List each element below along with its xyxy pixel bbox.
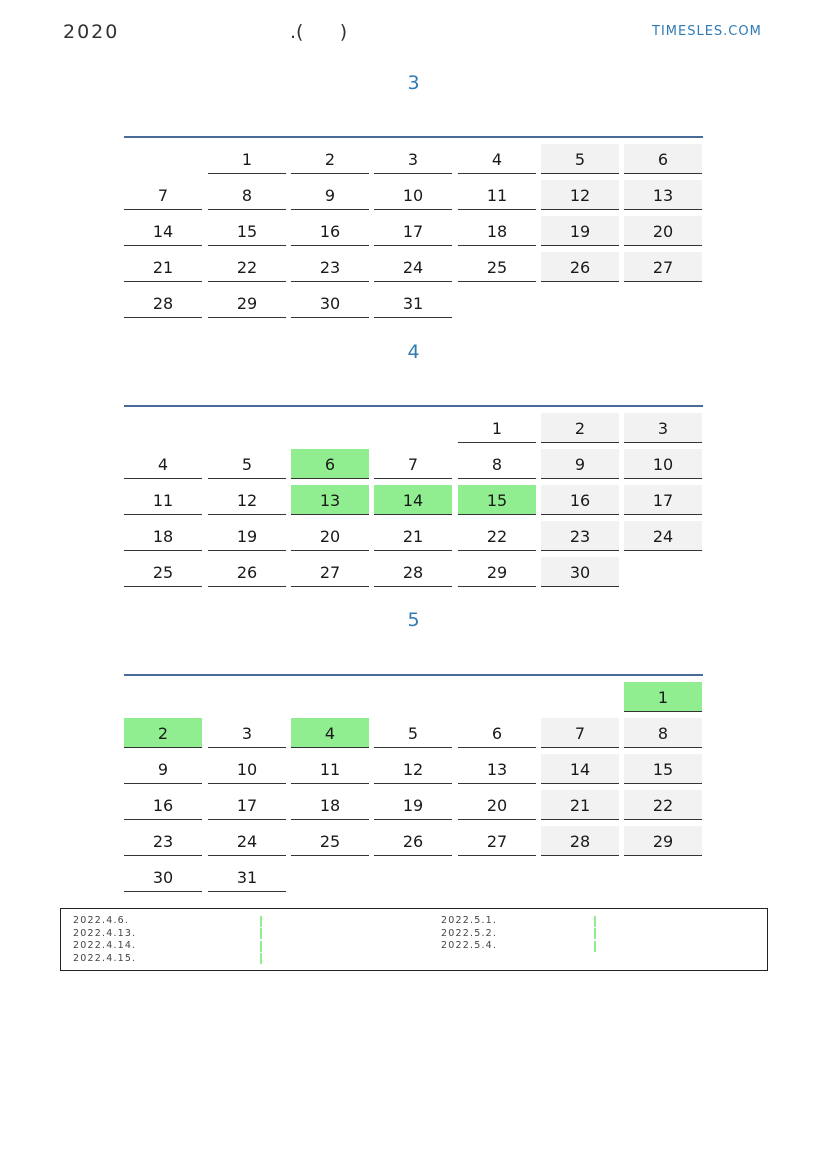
legend-entry: 2022.4.13. [73,927,137,939]
day-cell: 5 [541,144,619,174]
holiday-color-marker [260,941,262,952]
day-cell: 4 [124,449,202,479]
day-cell: 29 [624,826,702,856]
month-divider [124,136,703,138]
day-cell: 12 [374,754,452,784]
day-cell: 8 [458,449,536,479]
day-cell: 15 [208,216,286,246]
day-cell: 28 [124,288,202,318]
day-cell: 1 [208,144,286,174]
day-cell: 7 [124,180,202,210]
day-cell: 18 [458,216,536,246]
day-cell: 11 [291,754,369,784]
day-cell: 4 [291,718,369,748]
day-cell: 1 [458,413,536,443]
day-cell: 16 [541,485,619,515]
day-cell: 27 [291,557,369,587]
holiday-legend [60,908,768,971]
day-cell: 17 [374,216,452,246]
day-cell: 12 [208,485,286,515]
day-cell: 18 [124,521,202,551]
day-cell: 21 [374,521,452,551]
day-cell: 7 [541,718,619,748]
day-cell: 20 [458,790,536,820]
day-cell: 10 [374,180,452,210]
day-cell: 2 [124,718,202,748]
day-cell: 5 [374,718,452,748]
holiday-color-marker [260,916,262,927]
day-cell: 14 [124,216,202,246]
day-cell: 30 [541,557,619,587]
day-cell: 28 [374,557,452,587]
day-cell: 16 [124,790,202,820]
day-cell: 9 [291,180,369,210]
day-cell: 25 [458,252,536,282]
day-cell: 23 [291,252,369,282]
day-cell: 5 [208,449,286,479]
month-divider [124,674,703,676]
legend-entry: 2022.4.15. [73,952,137,964]
month-title: 5 [407,609,420,631]
day-cell: 13 [458,754,536,784]
legend-entry: 2022.5.1. [441,915,498,926]
day-cell: 16 [291,216,369,246]
day-cell: 20 [624,216,702,246]
day-cell: 6 [458,718,536,748]
day-cell: 14 [541,754,619,784]
day-cell: 7 [374,449,452,479]
legend-column-april [73,915,136,965]
day-cell: 6 [624,144,702,174]
day-cell: 1 [624,682,702,712]
day-cell: 18 [291,790,369,820]
day-cell: 4 [458,144,536,174]
day-cell: 9 [541,449,619,479]
month-divider [124,405,703,407]
day-cell: 30 [124,862,202,892]
day-cell: 22 [458,521,536,551]
day-cell: 30 [291,288,369,318]
day-cell: 11 [458,180,536,210]
day-cell: 14 [374,485,452,515]
site-brand-link[interactable]: TIMESLES.COM [652,24,762,39]
legend-entry: 2022.5.2. [441,927,498,939]
day-cell: 31 [208,862,286,892]
legend-column-may [441,915,497,953]
day-cell: 3 [624,413,702,443]
document-year: 2020 [63,21,120,43]
holiday-color-marker [260,953,262,964]
document-title: .( ) [290,21,348,43]
day-cell: 21 [541,790,619,820]
holiday-color-marker [594,928,596,939]
day-cell: 26 [374,826,452,856]
day-cell: 20 [291,521,369,551]
day-cell: 6 [291,449,369,479]
holiday-color-marker [594,916,596,927]
day-cell: 15 [624,754,702,784]
day-cell: 10 [208,754,286,784]
day-cell: 29 [208,288,286,318]
legend-entry: 2022.5.4. [441,940,498,951]
day-cell: 13 [291,485,369,515]
month-title: 4 [407,341,420,363]
day-cell: 27 [458,826,536,856]
day-cell: 23 [124,826,202,856]
day-cell: 24 [374,252,452,282]
day-cell: 19 [541,216,619,246]
legend-entry: 2022.4.14. [73,940,137,951]
day-cell: 3 [374,144,452,174]
day-cell: 15 [458,485,536,515]
legend-entry: 2022.4.6. [73,915,130,926]
day-cell: 22 [208,252,286,282]
holiday-color-marker [260,928,262,939]
day-cell: 17 [624,485,702,515]
day-cell: 3 [208,718,286,748]
day-cell: 10 [624,449,702,479]
day-cell: 8 [624,718,702,748]
day-cell: 19 [374,790,452,820]
day-cell: 2 [291,144,369,174]
month-title: 3 [407,72,420,94]
day-cell: 13 [624,180,702,210]
day-cell: 26 [208,557,286,587]
day-cell: 28 [541,826,619,856]
day-cell: 23 [541,521,619,551]
day-cell: 24 [624,521,702,551]
day-cell: 24 [208,826,286,856]
day-cell: 11 [124,485,202,515]
day-cell: 8 [208,180,286,210]
day-cell: 27 [624,252,702,282]
day-cell: 26 [541,252,619,282]
day-cell: 9 [124,754,202,784]
day-cell: 25 [291,826,369,856]
day-cell: 21 [124,252,202,282]
day-cell: 19 [208,521,286,551]
day-cell: 29 [458,557,536,587]
day-cell: 31 [374,288,452,318]
day-cell: 2 [541,413,619,443]
day-cell: 17 [208,790,286,820]
holiday-color-marker [594,941,596,952]
day-cell: 25 [124,557,202,587]
day-cell: 22 [624,790,702,820]
day-cell: 12 [541,180,619,210]
